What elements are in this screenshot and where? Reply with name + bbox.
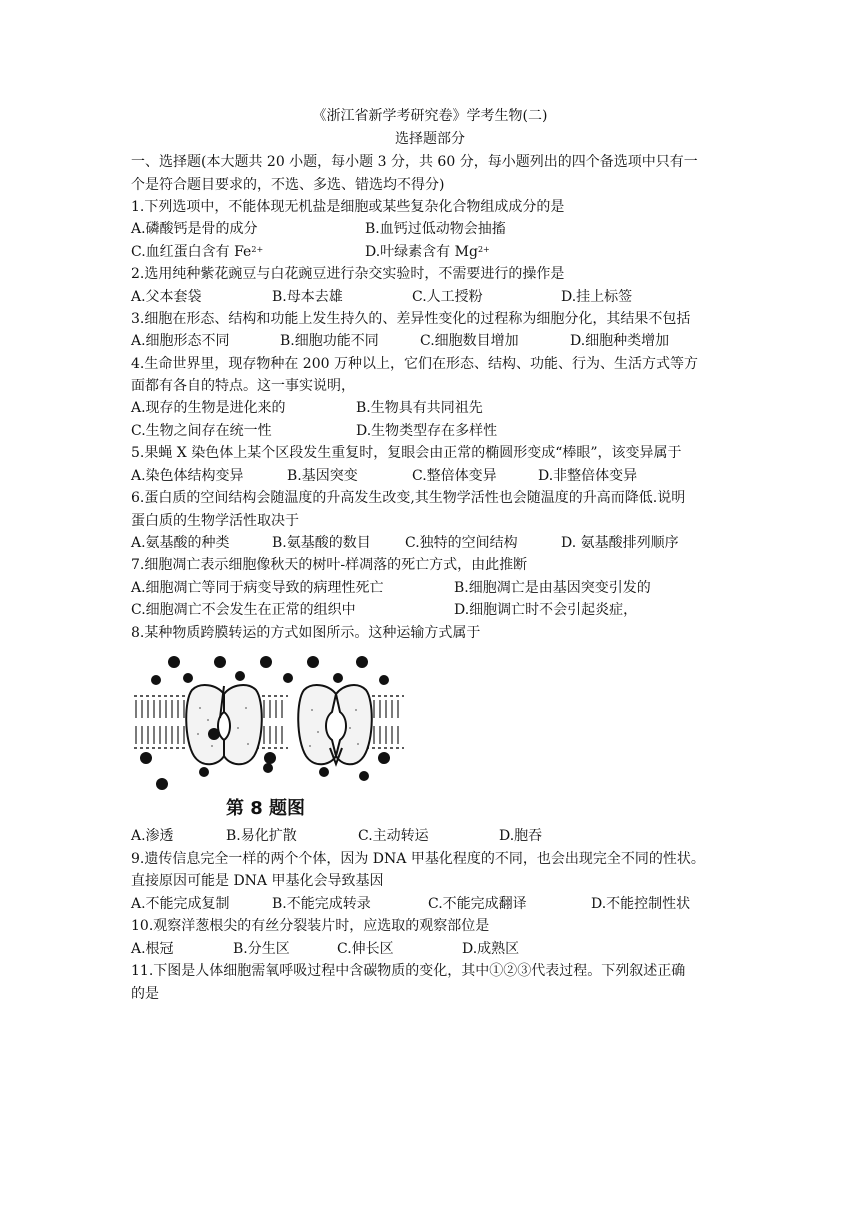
q4-option-a: A.现存的生物是进化来的 bbox=[131, 400, 286, 416]
q8-stem: 8.某种物质跨膜转运的方式如图所示。这种运输方式属于 bbox=[131, 625, 481, 641]
q6-stem-line-2: 蛋白质的生物学活性取决于 bbox=[131, 513, 299, 529]
q7-option-a: A.细胞凋亡等同于病变导致的病理性死亡 bbox=[131, 580, 384, 596]
q11-stem-line-1: 11.下图是人体细胞需氧呼吸过程中含碳物质的变化，其中①②③代表过程。下列叙述正确 bbox=[131, 963, 686, 979]
q2-option-d: D.挂上标签 bbox=[561, 289, 633, 305]
q9-option-b: B.不能完成转录 bbox=[272, 896, 371, 912]
q9-stem-line-2: 直接原因可能是 DNA 甲基化会导致基因 bbox=[131, 873, 384, 889]
q5-option-a: A.染色体结构变异 bbox=[131, 468, 244, 484]
q6-stem-line-1: 6.蛋白质的空间结构会随温度的升高发生改变,其生物学活性也会随温度的升高而降低.说明 bbox=[131, 490, 686, 506]
q10-option-d: D.成熟区 bbox=[462, 941, 520, 957]
q6-option-b: B.氨基酸的数目 bbox=[272, 535, 371, 551]
q8-option-d: D.胞吞 bbox=[499, 828, 543, 844]
q4-option-c: C.生物之间存在统一性 bbox=[131, 423, 272, 439]
q3-stem: 3.细胞在形态、结构和功能上发生持久的、差异性变化的过程称为细胞分化，其结果不包括 bbox=[131, 311, 691, 327]
q5-option-b: B.基因突变 bbox=[287, 468, 358, 484]
q6-option-a: A.氨基酸的种类 bbox=[131, 535, 230, 551]
q4-stem-line-2: 面都有各自的特点。这一事实说明， bbox=[131, 378, 355, 394]
q8-option-c: C.主动转运 bbox=[358, 828, 429, 844]
carrier-protein-2 bbox=[298, 685, 372, 764]
q2-option-b: B.母本去雄 bbox=[272, 289, 343, 305]
q5-option-d: D.非整倍体变异 bbox=[538, 468, 638, 484]
q1-option-d bbox=[365, 242, 490, 262]
q1-stem: 1.下列选项中，不能体现无机盐是细胞或某些复杂化合物组成成分的是 bbox=[131, 199, 565, 215]
outer-particles bbox=[151, 656, 389, 685]
q3-option-b: B.细胞功能不同 bbox=[280, 333, 379, 349]
membrane-transport-figure bbox=[128, 648, 410, 824]
q1-option-b: B.血钙过低动物会抽搐 bbox=[365, 221, 506, 237]
q2-stem: 2.选用纯种紫花豌豆与白花豌豆进行杂交实验时，不需要进行的操作是 bbox=[131, 266, 565, 282]
q6-option-c: C.独特的空间结构 bbox=[405, 535, 518, 551]
section-title: 选择题部分 bbox=[395, 131, 465, 147]
q1-option-c bbox=[131, 242, 263, 262]
q3-option-c: C.细胞数目增加 bbox=[420, 333, 519, 349]
q9-option-c: C.不能完成翻译 bbox=[428, 896, 527, 912]
q10-option-a: A.根冠 bbox=[131, 941, 174, 957]
q1-option-c-text: C.血红蛋白含有 Fe bbox=[131, 244, 252, 260]
q9-option-d: D.不能控制性状 bbox=[591, 896, 691, 912]
q9-option-a: A.不能完成复制 bbox=[131, 896, 230, 912]
q4-stem-line-1: 4.生命世界里，现存物种在 200 万种以上，它们在形态、结构、功能、行为、生活方式等方 bbox=[131, 356, 698, 372]
q9-stem-line-1: 9.遗传信息完全一样的两个个体，因为 DNA 甲基化程度的不同，也会出现完全不同的性状。 bbox=[131, 851, 705, 867]
q4-option-b: B.生物具有共同祖先 bbox=[356, 400, 483, 416]
q3-option-a: A.细胞形态不同 bbox=[131, 333, 230, 349]
q7-option-c: C.细胞凋亡不会发生在正常的组织中 bbox=[131, 602, 356, 618]
q7-stem: 7.细胞凋亡表示细胞像秋天的树叶-样凋落的死亡方式，由此推断 bbox=[131, 557, 528, 573]
q4-option-d: D.生物类型存在多样性 bbox=[356, 423, 498, 439]
q11-stem-line-2: 的是 bbox=[131, 986, 159, 1002]
q8-option-b: B.易化扩散 bbox=[226, 828, 297, 844]
q1-option-d-superscript: 2+ bbox=[477, 245, 490, 254]
q8-option-a: A.渗透 bbox=[131, 828, 174, 844]
carrier-protein-1 bbox=[186, 685, 262, 764]
instructions-line-2: 个是符合题目要求的，不选、多选、错选均不得分) bbox=[131, 177, 445, 193]
q2-option-c: C.人工授粉 bbox=[412, 289, 483, 305]
q5-stem: 5.果蝇 X 染色体上某个区段发生重复时，复眼会由正常的椭圆形变成“棒眼”，该变异属于 bbox=[131, 445, 682, 461]
q10-option-c: C.伸长区 bbox=[337, 941, 394, 957]
q1-option-c-superscript: 2+ bbox=[251, 245, 264, 254]
q7-option-d: D.细胞调亡时不会引起炎症， bbox=[454, 602, 638, 618]
q10-option-b: B.分生区 bbox=[233, 941, 290, 957]
instructions-line-1: 一、选择题(本大题共 20 小题，每小题 3 分，共 60 分，每小题列出的四个备选项中只有一 bbox=[131, 154, 698, 170]
figure-caption: 第 8 题图 bbox=[226, 798, 306, 819]
q6-option-d: D. 氨基酸排列顺序 bbox=[561, 535, 679, 551]
q5-option-c: C.整倍体变异 bbox=[412, 468, 497, 484]
q1-option-a: A.磷酸钙是骨的成分 bbox=[131, 221, 258, 237]
q10-stem: 10.观察洋葱根尖的有丝分裂装片时，应选取的观察部位是 bbox=[131, 918, 490, 934]
q3-option-d: D.细胞种类增加 bbox=[570, 333, 670, 349]
q1-option-d-text: D.叶绿素含有 Mg bbox=[365, 244, 478, 260]
q7-option-b: B.细胞凋亡是由基因突变引发的 bbox=[454, 580, 651, 596]
page-title: 《浙江省新学考研究卷》学考生物(二) bbox=[312, 108, 548, 124]
q2-option-a: A.父本套袋 bbox=[131, 289, 202, 305]
